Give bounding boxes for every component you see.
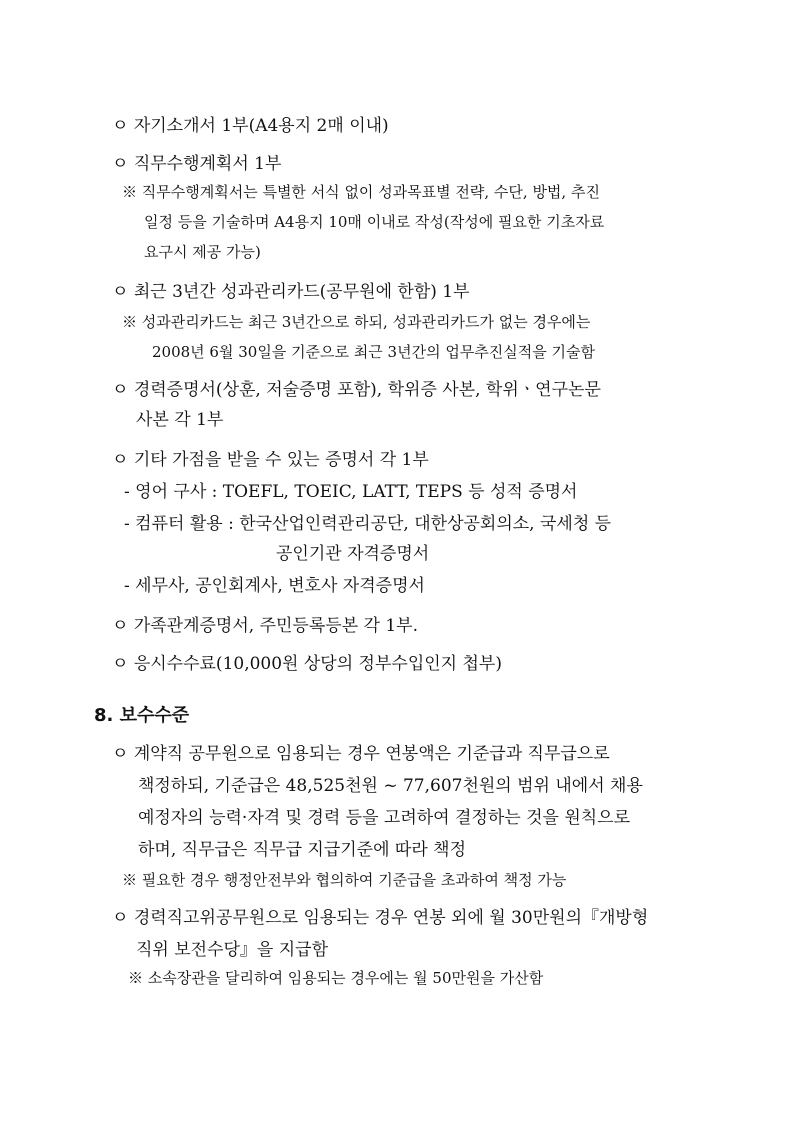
doc-line: ㅇ 가족관계증명서, 주민등록등본 각 1부. (112, 616, 418, 636)
doc-line: 책정하되, 기준급은 48,525천원 ~ 77,607천원의 범위 내에서 채용 (138, 776, 643, 796)
doc-line: - 컴퓨터 활용 : 한국산업인력관리공단, 대한상공회의소, 국세청 등 (124, 514, 612, 534)
doc-line: ㅇ 경력증명서(상훈, 저술증명 포함), 학위증 사본, 학위ㆍ연구논문 (112, 380, 601, 400)
doc-line: 공인기관 자격증명서 (276, 544, 430, 564)
doc-line: ㅇ 자기소개서 1부(A4용지 2매 이내) (112, 116, 389, 136)
doc-line: ※ 필요한 경우 행정안전부와 협의하여 기준급을 초과하여 책정 가능 (122, 871, 567, 889)
doc-line: ※ 소속장관을 달리하여 임용되는 경우에는 월 50만원을 가산함 (128, 969, 544, 987)
doc-line: ㅇ 계약직 공무원으로 임용되는 경우 연봉액은 기준급과 직무급으로 (112, 744, 610, 764)
doc-line: ※ 직무수행계획서는 특별한 서식 없이 성과목표별 전략, 수단, 방법, 추진 (122, 183, 600, 201)
doc-line: 2008년 6월 30일을 기준으로 최근 3년간의 업무추진실적을 기술함 (152, 343, 595, 361)
doc-line: 예정자의 능력·자격 및 경력 등을 고려하여 결정하는 것을 원칙으로 (138, 808, 631, 828)
doc-line: 요구시 제공 가능) (144, 243, 261, 261)
doc-line: ㅇ 응시수수료(10,000원 상당의 정부수입인지 첩부) (112, 654, 502, 674)
doc-line: 하며, 직무급은 직무급 지급기준에 따라 책정 (138, 840, 467, 860)
doc-line: ※ 성과관리카드는 최근 3년간으로 하되, 성과관리카드가 없는 경우에는 (122, 313, 591, 331)
doc-line: 사본 각 1부 (136, 410, 224, 430)
doc-line: - 영어 구사 : TOEFL, TOEIC, LATT, TEPS 등 성적 증명서 (124, 482, 578, 502)
section-heading: 8. 보수수준 (94, 705, 190, 726)
doc-line: - 세무사, 공인회계사, 변호사 자격증명서 (124, 576, 425, 596)
doc-line: ㅇ 경력직고위공무원으로 임용되는 경우 연봉 외에 월 30만원의『개방형 (112, 908, 649, 928)
doc-line: 직위 보전수당』을 지급함 (136, 940, 329, 960)
doc-line: ㅇ 최근 3년간 성과관리카드(공무원에 한함) 1부 (112, 282, 470, 302)
doc-line: 일정 등을 기술하며 A4용지 10매 이내로 작성(작성에 필요한 기초자료 (144, 213, 605, 231)
doc-line: ㅇ 직무수행계획서 1부 (112, 154, 282, 174)
doc-line: ㅇ 기타 가점을 받을 수 있는 증명서 각 1부 (112, 450, 429, 470)
